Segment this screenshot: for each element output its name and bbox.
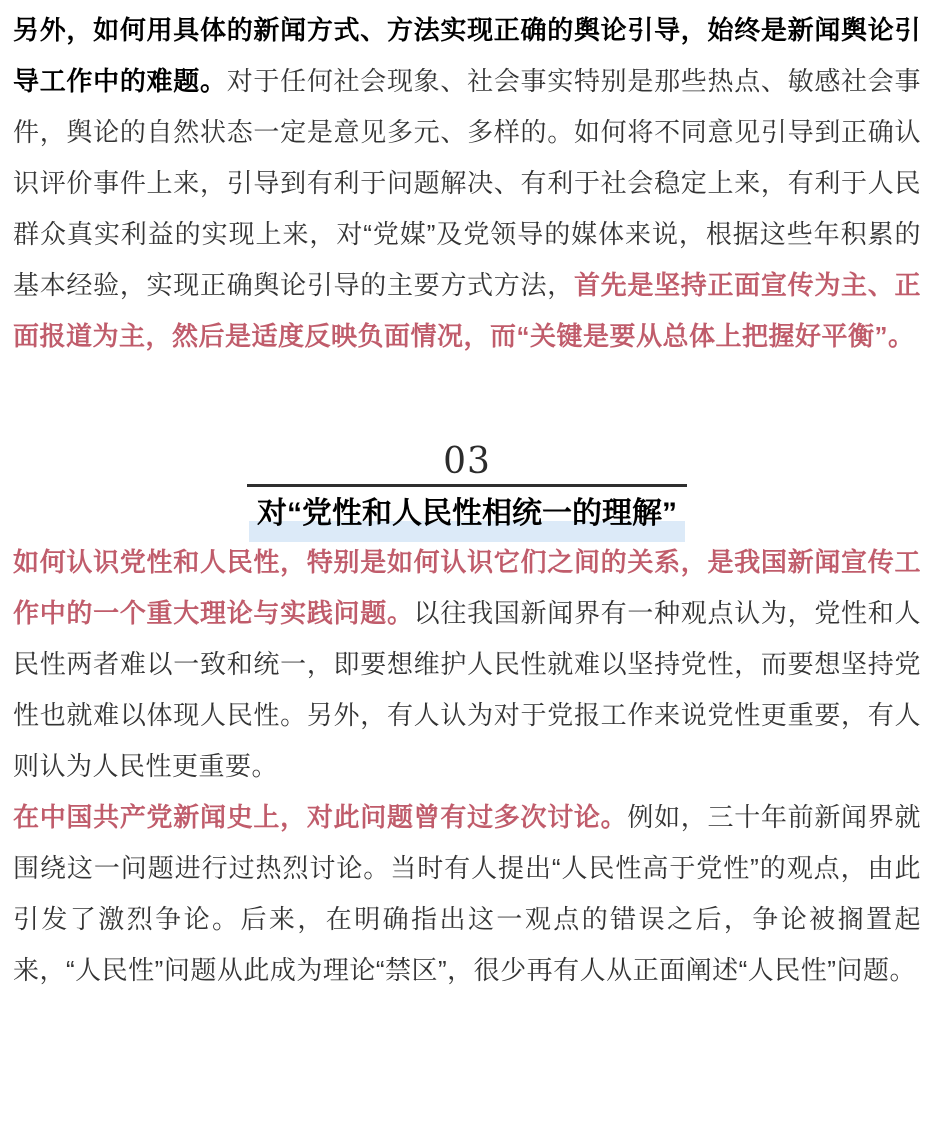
pink-lead-text: 如何认识党性和人民性，特别是如何认识它们之间的关系，是我国新闻宣传工作中的一个重大理论与实践问题。 [13, 547, 921, 628]
pink-emphasis-text: 首先是坚持正面宣传为主、正面报道为主，然后是适度反映负面情况，而“关键是要从总体上把握好平衡”。 [13, 270, 921, 351]
section-divider-line [247, 484, 687, 487]
section-header [13, 440, 921, 537]
pink-lead-text: 在中国共产党新闻史上，对此问题曾有过多次讨论。 [13, 802, 628, 832]
paragraph-party-people-nature [13, 537, 921, 792]
body-text: 以往我国新闻界有一种观点认为，党性和人民性两者难以一致和统一，即要想维护人民性就难以坚持党性，而要想坚持党性也就难以体现人民性。另外，有人认为对于党报工作来说党性更重要，有人则认为人民性更重要。 [13, 598, 921, 781]
body-text: 对于任何社会现象、社会事实特别是那些热点、敏感社会事件，舆论的自然状态一定是意见多元、多样的。如何将不同意见引导到正确认识评价事件上来，引导到有利于问题解决、有利于社会稳定上来，有利于人民群众真实利益的实现上来，对“党媒”及党领导的媒体来说，根据这些年积累的基本经验，实现正确舆论引导的主要方式方法， [13, 66, 921, 300]
body-text: 例如，三十年前新闻界就围绕这一问题进行过热烈讨论。当时有人提出“人民性高于党性”的观点，由此引发了激烈争论。后来，在明确指出这一观点的错误之后，争论被搁置起来，“人民性”问题从此成为理论“禁区”，很少再有人从正面阐述“人民性”问题。 [13, 802, 921, 985]
lead-bold-text: 另外，如何用具体的新闻方式、方法实现正确的舆论引导，始终是新闻舆论引导工作中的难题。 [13, 15, 921, 96]
section-number: 03 [443, 441, 491, 482]
paragraph-opinion-guidance [13, 5, 921, 362]
paragraph-history-discussion [13, 792, 921, 996]
section-title [13, 491, 921, 537]
section-title-highlighted-text: 对“党性和人民性相统一的理解” [257, 491, 677, 537]
